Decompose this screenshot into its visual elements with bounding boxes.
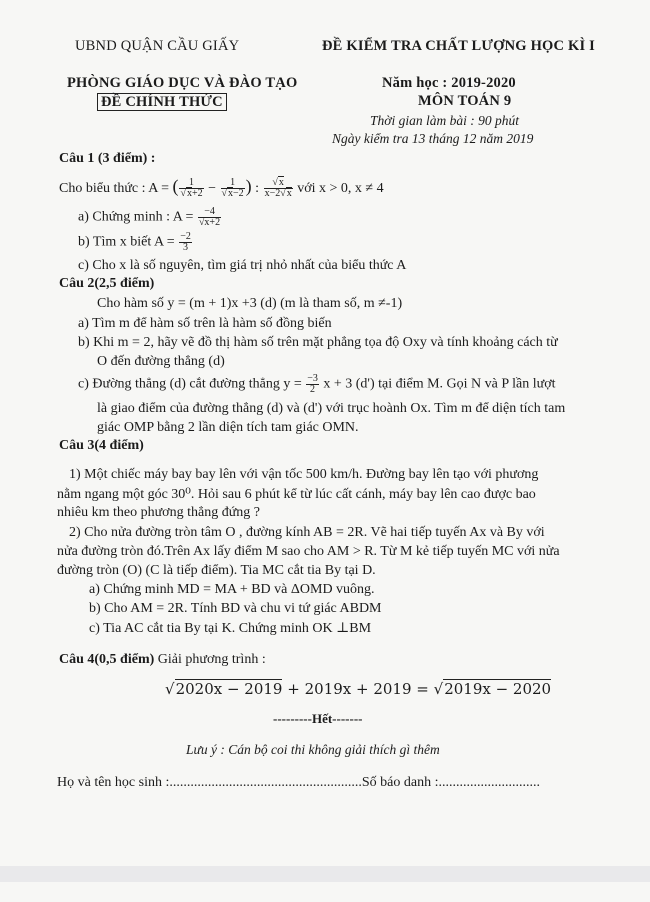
district-name: UBND QUẬN CẦU GIẤY [75,38,240,54]
q1-a-denominator: √x+2 [198,217,221,228]
q1-a-numerator: −4 [198,207,221,218]
department-name: PHÒNG GIÁO DỤC VÀ ĐÀO TẠO [67,75,298,91]
q2-title: Câu 2(2,5 điểm) [59,276,155,291]
q3-p2-line1: 2) Cho nửa đường tròn tâm O , đường kính AB = 2R. Vẽ hai tiếp tuyến Ax và By với [69,525,545,540]
proctor-note: Lưu ý : Cán bộ coi thi không giải thích gì thêm [186,742,440,757]
q1-b-numerator: −2 [180,231,191,242]
end-marker: ---------Hết------- [273,711,363,726]
q2-intro: Cho hàm số y = (m + 1)x +3 (d) (m là tham số, m ≠-1) [97,296,403,311]
q4-equation: √2020x − 2019 + 2019x + 2019 = √2019x − 2020 [165,680,552,698]
q2-part-c-line2: là giao điểm của đường thẳng (d) và (d') với trục hoành Ox. Tìm m để diện tích tam [97,401,566,416]
q4-intro: Giải phương trình : [154,652,266,667]
q4-radicand-1: 2020x − 2019 [175,680,283,698]
q3-title: Câu 3(4 điểm) [59,438,144,453]
q1-part-a [78,207,222,228]
q3-p1-line2: nằm ngang một góc 30⁰. Hỏi sau 6 phút kể từ lúc cất cánh, máy bay lên cao được bao [57,487,536,502]
subject-name: MÔN TOÁN 9 [418,93,512,109]
q1-b-denominator: 3 [183,242,189,253]
school-year: Năm học : 2019-2020 [382,75,516,91]
q1-condition: với x > 0, x ≠ 4 [297,181,384,196]
q4-radicand-2: 2019x − 2020 [444,680,552,698]
q4-line [59,652,266,668]
q2-c-denominator: 2 [310,384,316,395]
q1-part-b [78,232,193,253]
q2-c-pre: c) Đường thẳng (d) cắt đường thẳng y = [78,376,302,392]
q2-c-post: x + 3 (d') tại điểm M. Gọi N và P lần lượt [323,376,556,392]
exam-date: Ngày kiểm tra 13 tháng 12 năm 2019 [332,131,534,146]
next-page-edge [0,882,650,902]
q1-intro: Cho biểu thức : A = [59,181,169,196]
q2-c-numerator: −3 [307,373,318,384]
q2-part-c-line3: giác OMP bằng 2 lần diện tích tam giác OMN. [97,420,359,435]
student-info-line: Họ và tên học sinh :.......................................................Số báo danh :............................. [57,775,540,790]
q3-p2-line3: đường tròn (O) (C là tiếp điểm). Tia MC cắt tia By tại D. [57,563,376,578]
q2-part-a: a) Tìm m để hàm số trên là hàm số đồng biến [78,316,332,331]
q2-part-b-line1: b) Khi m = 2, hãy vẽ đồ thị hàm số trên mặt phẳng tọa độ Oxy và tính khoảng cách từ [78,335,558,350]
q4-title: Câu 4(0,5 điểm) [59,652,155,667]
q2-part-b-line2: O đến đường thẳng (d) [97,354,225,369]
q3-p2-line2: nửa đường tròn đó.Trên Ax lấy điểm M sao cho AM > R. Từ M kẻ tiếp tuyến MC với nửa [57,544,560,559]
exam-duration: Thời gian làm bài : 90 phút [370,113,519,128]
q1-expression: Cho biểu thức : A = ( $\frac{1}{√x+2}$ − $\frac{1}{√x-2}$ ) : $\frac{√x}{x-2√x}$ với x > 0, x ≠ 4 [59,176,384,200]
q1-part-c: c) Cho x là số nguyên, tìm giá trị nhỏ nhất của biểu thức A [78,258,407,273]
q3-part-a: a) Chứng minh MD = MA + BD và ΔOMD vuông. [89,582,375,597]
q1-a-label: a) Chứng minh : A = [78,209,194,225]
q4-equation-middle: + 2019x + 2019 = [287,680,429,698]
q3-p1-line1: 1) Một chiếc máy bay bay lên với vận tốc 500 km/h. Đường bay lên tạo với phương [69,467,539,482]
q2-part-c-line1 [78,374,556,395]
q1-title: Câu 1 (3 điểm) : [59,151,156,166]
q3-part-c: c) Tia AC cắt tia By tại K. Chứng minh OK ⊥BM [89,621,372,636]
official-label: ĐỀ CHÍNH THỨC [97,93,227,111]
q3-part-b: b) Cho AM = 2R. Tính BD và chu vi tứ giác ABDM [89,601,382,616]
q3-p1-line3: nhiêu km theo phương thẳng đứng ? [57,505,260,520]
exam-title: ĐỀ KIỂM TRA CHẤT LƯỢNG HỌC KÌ I [322,38,596,54]
q1-b-label: b) Tìm x biết A = [78,234,175,250]
